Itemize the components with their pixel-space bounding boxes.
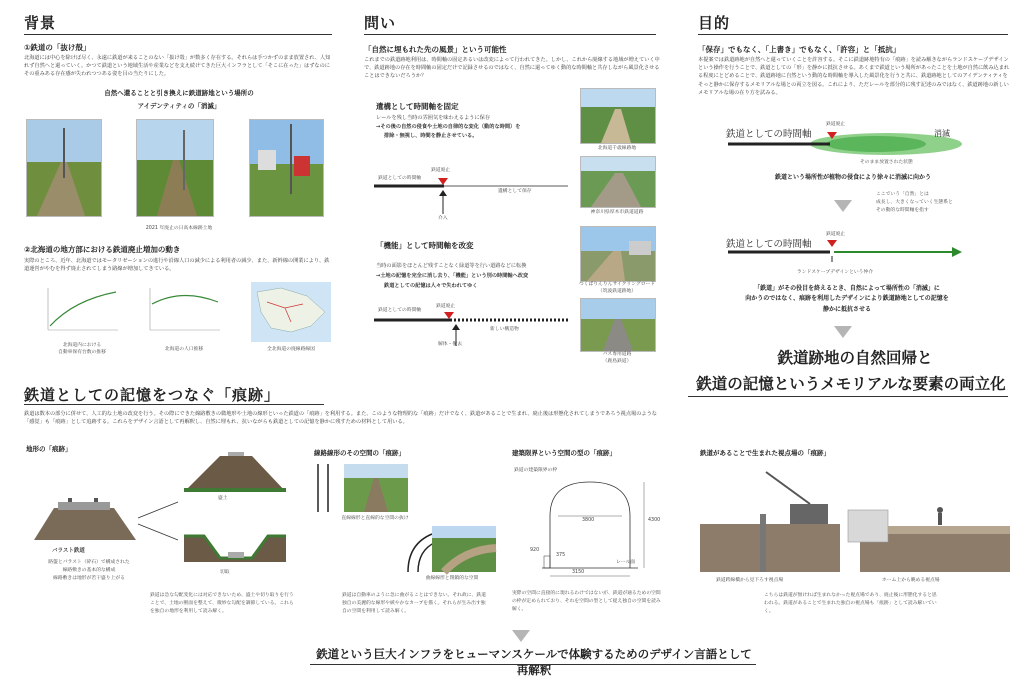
dim-4300: 4300 <box>648 518 661 523</box>
terrain-trace-desc: 鉄道は急な勾配変化には対応できないため、盛土や切り取りを行うことで、土地の断面を整えて、微妙な勾配を調節している。これらを独自の地形を利用して読み解く。 <box>150 593 294 614</box>
embankment-label: 盛土 <box>218 496 228 501</box>
rail-face-label: レール面 <box>616 560 636 565</box>
abandoned-line-photo-3 <box>249 119 324 217</box>
background-paragraph-1: 北海道には中心を除けば尽く、永遠に鉄道が来ることのない「抜け殻」が数多く存在する。それらは手つかずのまま放置され、人知れず自然へと還っていく。かつて鉄道という地域生活や産業などを支え続けてきた巨大インフラとして「そこに在った」はずなのにその重みある存在感が失われつつある姿を目の当たりにした。 <box>24 55 331 78</box>
straight-caption: 直線線形と直線的な空間の抜け <box>341 516 409 521</box>
chitose-caption: 北海道千歳線跡地 <box>597 146 637 151</box>
bus-road-photo <box>580 298 656 352</box>
chitose-line-photo <box>580 88 656 144</box>
section-title-purpose: 目的 <box>698 14 731 32</box>
ballast-label: バラスト鉄道 <box>52 548 85 554</box>
change-line-1: 当時の面影をほとんど残すことなく緑道等を行い道路などに転換 <box>376 263 527 269</box>
dim-920: 920 <box>530 548 540 553</box>
abandoned-line-photo-1 <box>26 119 102 217</box>
bus-caption: バス専用道路 （鹿島鉄道） <box>602 352 632 364</box>
atsugi-caption: 神奈川県厚木市鉄道道路 <box>590 210 644 215</box>
viewpoint-bridge-caption: 鉄道跨線橋から見下ろす視点場 <box>716 578 784 583</box>
final-statement: 鉄道という巨大インフラをヒューマンスケールで体験するためのデザイン言語として再解釈 <box>316 647 752 677</box>
landscape-result-1: 「鉄道」がその役目を終えるとき、自然によって場所性の「消滅」に <box>754 285 940 292</box>
atsugi-road-photo <box>580 156 656 208</box>
cut-label: 切取 <box>220 570 230 575</box>
dim-3800: 3800 <box>582 518 595 523</box>
ballast-desc-1: 路盤とバラスト（砕石）で構成された <box>48 560 130 565</box>
fix-line-2: →その後の自然の侵食や土地の自律的な変化（動的な時間）を <box>376 124 521 130</box>
trace-viewpoint-title: 鉄道があることで生まれた視点場の「痕跡」 <box>700 449 830 457</box>
demolish-label: 解体・撤去 <box>438 342 462 347</box>
divider <box>364 34 656 35</box>
purpose-paragraph: 本提案では鉄道跡地が自然へと還っていくことを許容する。そこに鉄道跡地特有の「痕跡」を読み解きながらランドスケープデザインという操作を行うことで、鉄道としての「形」を静かに抵抗させる。あくまで鉄道という場所があったことを土地が自然に飲み込まれる程度にとどめることで、鉄道跡地に自然という動的な時間軸を導入した風景化を行うと共に、鉄道跡地としてのアイデンティティをそっと静かに保存するメモリアルな場との両立を図る。これにより、ただレールを部分的に残す記述のみではなく、鉄道跡地の新しいメモリアルな場の在り方を試みる。 <box>698 57 1010 96</box>
abandoned-lines-map <box>251 282 331 342</box>
vanish-result: 鉄道という場所性が植物の侵食により徐々に消滅に向かう <box>774 174 931 181</box>
question-heading: 「自然に埋もれた先の風景」という可能性 <box>364 45 507 54</box>
fixed-intervene-label: 介入 <box>438 216 448 221</box>
change-line-2: →土地の記憶を完全に消し去り、「機能」という別の時間軸へ改変 <box>376 273 529 279</box>
new-structure-label: 新しい構造物 <box>490 327 519 332</box>
divider <box>698 34 1008 35</box>
trace-clearance-title: 建築限界という空間の型の「痕跡」 <box>512 449 616 457</box>
population-caption: 北海道の人口推移 <box>164 347 204 352</box>
section-title-memory: 鉄道としての記憶をつなぐ「痕跡」 <box>24 386 281 404</box>
viewpoint-platform-caption: ホーム上から眺める視点場 <box>882 578 940 583</box>
cycling-caption: つくばりんりんサイクリングロード （筑波鉄道跡地） <box>578 282 656 294</box>
fixed-timeline-diagram <box>372 164 572 224</box>
change-line-3: 鉄道としての記憶は人々で失われてゆく <box>384 283 478 289</box>
divider <box>310 664 756 665</box>
down-arrow <box>512 630 530 642</box>
nature-note-2: 成長し、大きくなっていく生態系と <box>876 200 953 205</box>
landscape-result-2: 向かうのではなく、痕跡を利用したデザインにより鉄道跡地としての記憶を <box>745 295 949 302</box>
fix-line-3: 排除・無視し、時間を静止させている。 <box>384 133 478 139</box>
ballast-desc-2: 線路敷きの基本的な構成 <box>62 568 116 573</box>
viewpoint-trace-diagram <box>700 464 1010 576</box>
divider <box>688 396 1008 397</box>
fix-title: 遺構として時間軸を固定 <box>376 102 459 111</box>
viewpoint-trace-desc: こちらは鉄道が無ければ生まれなかった視点場であり、廃止後に形態化すると思われる。鉄道があることで生まれた独自の視点場も「痕跡」として読み解いていく。 <box>764 593 937 614</box>
changed-closed-label: 鉄道廃止 <box>436 304 456 309</box>
background-emphasis-1: 自然へ還ることと引き換えに鉄道跡地という場所の <box>104 89 254 97</box>
background-emphasis-2: アイデンティティの「消滅」 <box>137 102 221 110</box>
trace-alignment-title: 線路線形のその空間の「痕跡」 <box>314 449 405 457</box>
clearance-trace-desc: 実際の空間に直接的に現れるわけではないが、鉄道が通るための空間の枠が定められており、それを空間の型として捉え独自の空間を読み解く。 <box>512 591 661 612</box>
nature-note-3: その動的な時間軸を指す <box>876 208 929 213</box>
section-title-question: 問い <box>364 14 397 32</box>
fixed-keep-label: 遺構として保存 <box>498 189 532 194</box>
fixed-closed-label: 鉄道廃止 <box>431 168 451 173</box>
vanish-axis-label: 鉄道としての時間軸 <box>726 129 812 140</box>
down-arrow <box>834 200 852 212</box>
dim-375: 375 <box>556 553 566 558</box>
car-ownership-chart <box>44 286 120 334</box>
headline-line-2: 鉄道の記憶というメモリアルな要素の両立化 <box>696 374 1006 393</box>
photo-caption: 2021 年廃止の日高本線跡土地 <box>145 226 213 231</box>
map-caption: 全北海道の廃線路線図 <box>267 347 315 352</box>
background-heading-2: ②北海道の地方部における鉄道廃止増加の動き <box>24 245 181 254</box>
question-paragraph: これまでの鉄道跡地利用は、時間軸の固定あるいは改変によって行われてきた。しかし、これから廃線する地域が増えていく中で、鉄道跡地の存在を時間軸の固定だけで記録させるのではなく、自然に還ってゆく動的な時間軸と共存しながら風景化させることはできないだろうか？ <box>364 57 660 80</box>
down-arrow <box>834 326 852 338</box>
curve-caption: 曲線線形と閉鎖的な空間 <box>425 576 479 581</box>
vanish-label: 消滅 <box>934 129 950 138</box>
clearance-limit-label: 鉄道の建築限界の枠 <box>514 468 558 473</box>
landscape-closed-label: 鉄道廃止 <box>826 232 846 237</box>
fixed-axis-label: 鉄道としての時間軸 <box>378 176 422 181</box>
landscape-result-3: 静かに抵抗させる <box>822 306 871 313</box>
memory-paragraph: 鉄道は数本の部分に併せて、人工的な土地の改変を行う。その際にできた線路敷きの微地形や土地の線形といった鉄道の「痕跡」を利用する。また、このような物理的な「痕跡」だけでなく、鉄道があることで生まれ、廃止後は形態化されてしまうであろう視点場のような「感覚」も「痕跡」として追跡する。これらをデザイン言語として再解釈し、自然に埋もれ、抗いながらも鉄道としての記憶を静かに残すための材料として用いる。 <box>24 411 657 426</box>
change-title: 「機能」として時間軸を改変 <box>376 241 474 250</box>
cycling-road-photo <box>580 226 656 282</box>
left-state-label: そのまま放置された状態 <box>860 160 913 165</box>
clearance-trace-diagram <box>520 476 660 580</box>
section-title-background: 背景 <box>24 14 57 32</box>
headline-line-1: 鉄道跡地の自然回帰と <box>777 348 933 367</box>
alignment-trace-desc: 鉄道は自動車のように急に曲がることはできない。それ故に、鉄道独自の美麗的な線形や緩やかなカーブを描く。それらが生み出す独自の空間を利用して読み解く。 <box>342 593 486 614</box>
landscape-label: ランドスケープデザインという仲介 <box>796 270 874 275</box>
divider <box>24 404 324 405</box>
nature-note-1: ここでいう「自然」とは <box>876 192 929 197</box>
landscape-axis-label: 鉄道としての時間軸 <box>726 239 812 250</box>
vanish-closed-label: 鉄道廃止 <box>826 122 846 127</box>
fix-line-1: レールを残し当時の雰囲気を味わえるように保存 <box>376 115 491 121</box>
trace-terrain-title: 地形の「痕跡」 <box>26 445 72 453</box>
abandoned-line-photo-2 <box>136 119 214 217</box>
changed-axis-label: 鉄道としての時間軸 <box>378 308 422 313</box>
divider <box>24 34 332 35</box>
ballast-desc-3: 線路敷きは地形が若干盛り上がる <box>53 576 125 581</box>
car-ownership-caption: 北海道内における 自動車保有台数の推移 <box>58 343 106 355</box>
population-chart <box>146 286 222 334</box>
dim-3150: 3150 <box>572 570 585 575</box>
purpose-heading: 「保存」でもなく、「上書き」でもなく、「許容」と「抵抗」 <box>698 45 901 54</box>
background-paragraph-2: 実際のところ、近年、北海道ではモータリゼーションの進行や沿線人口の減少による利用者の減少、また、新幹線の開業により、鉄道運営がやむを得ず廃止されてしまう路線が増加してきている。 <box>24 258 330 273</box>
background-heading-1: ①鉄道の「抜け殻」 <box>24 43 91 52</box>
